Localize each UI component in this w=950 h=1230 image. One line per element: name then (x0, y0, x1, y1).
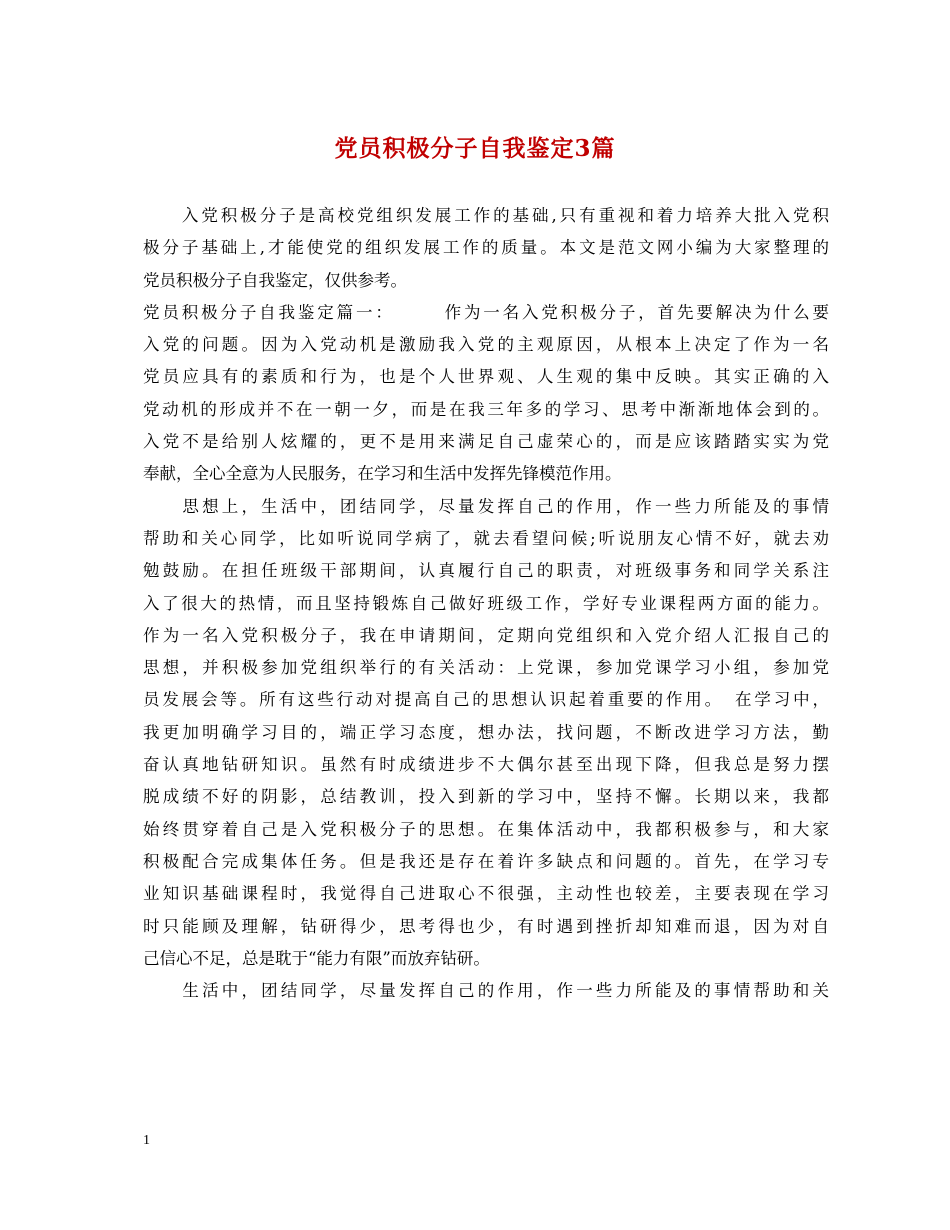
body-line: 党员积极分子自我鉴定篇一： 作为一名入党积极分子，首先要解决为什么要 (143, 302, 829, 322)
body-line: 思想上，生活中，团结同学，尽量发挥自己的作用，作一些力所能及的事情 (143, 496, 829, 516)
body-line: 入党不是给别人炫耀的，更不是用来满足自己虚荣心的，而是应该踏踏实实为党 (143, 432, 829, 452)
body-line: 极分子基础上,才能使党的组织发展工作的质量。本文是范文网小编为大家整理的 (143, 238, 829, 258)
body-line: 己信心不足，总是耽于“能力有限”而放弃钻研。 (143, 948, 490, 968)
body-line: 积极配合完成集体任务。但是我还是存在着许多缺点和问题的。首先，在学习专 (143, 851, 829, 871)
body-line: 党员应具有的素质和行为，也是个人世界观、人生观的集中反映。其实正确的入 (143, 367, 829, 387)
body-line: 奉献，全心全意为人民服务，在学习和生活中发挥先锋模范作用。 (143, 464, 622, 484)
document-title: 党员积极分子自我鉴定3篇 (334, 135, 616, 162)
body-line: 生活中，团结同学，尽量发挥自己的作用，作一些力所能及的事情帮助和关 (143, 981, 829, 1001)
body-line: 我更加明确学习目的，端正学习态度，想办法，找问题，不断改进学习方法，勤 (143, 722, 829, 742)
document-body (143, 200, 829, 1007)
body-line: 员发展会等。所有这些行动对提高自己的思想认识起着重要的作用。 在学习中， (143, 690, 829, 710)
body-line: 党动机的形成并不在一朝一夕，而是在我三年多的学习、思考中渐渐地体会到的。 (143, 399, 829, 419)
body-line: 入党积极分子是高校党组织发展工作的基础,只有重视和着力培养大批入党积 (143, 206, 829, 225)
body-line: 入了很大的热情，而且坚持锻炼自己做好班级工作，学好专业课程两方面的能力。 (143, 593, 829, 613)
body-line: 作为一名入党积极分子，我在申请期间，定期向党组织和入党介绍人汇报自己的 (143, 625, 829, 645)
body-line: 帮助和关心同学，比如听说同学病了，就去看望问候;听说朋友心情不好，就去劝 (143, 528, 829, 548)
body-line: 勉鼓励。在担任班级干部期间，认真履行自己的职责，对班级事务和同学关系注 (143, 561, 829, 581)
page-number: 1 (143, 1133, 150, 1148)
body-line: 业知识基础课程时，我觉得自己进取心不很强，主动性也较差，主要表现在学习 (143, 884, 829, 904)
body-line: 党员积极分子自我鉴定，仅供参考。 (143, 270, 407, 290)
body-line: 时只能顾及理解，钻研得少，思考得也少，有时遇到挫折却知难而退，因为对自 (143, 916, 829, 936)
body-line: 思想，并积极参加党组织举行的有关活动：上党课，参加党课学习小组，参加党 (143, 658, 829, 678)
body-line: 奋认真地钻研知识。虽然有时成绩进步不大偶尔甚至出现下降，但我总是努力摆 (143, 755, 829, 775)
body-line: 脱成绩不好的阴影，总结教训，投入到新的学习中，坚持不懈。长期以来，我都 (143, 787, 829, 807)
body-line: 始终贯穿着自己是入党积极分子的思想。在集体活动中，我都积极参与，和大家 (143, 819, 829, 839)
body-line: 入党的问题。因为入党动机是激励我入党的主观原因，从根本上决定了作为一名 (143, 335, 829, 355)
